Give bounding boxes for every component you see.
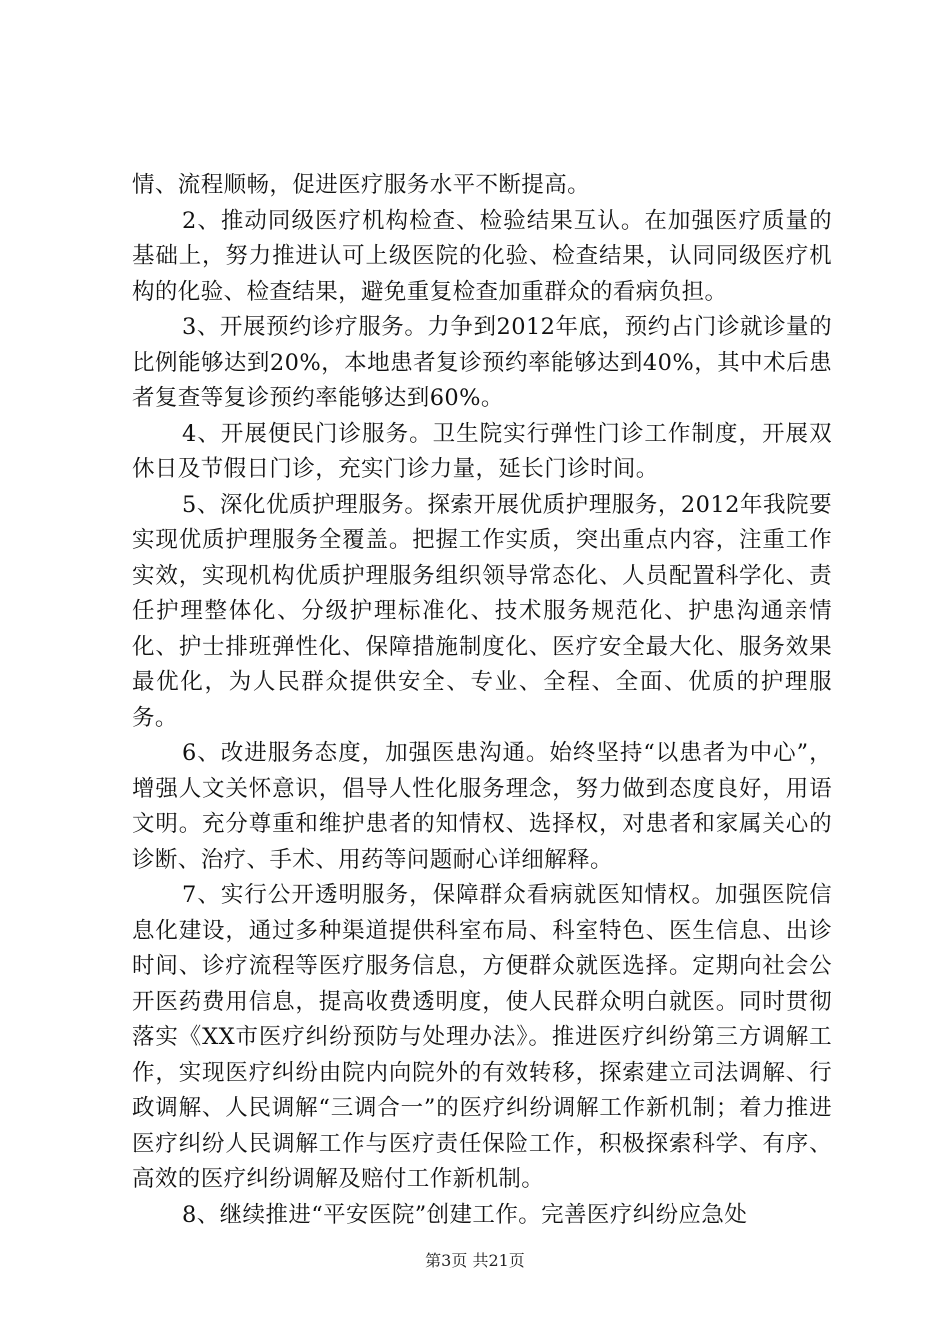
paragraph-item-3: 3、开展预约诊疗服务。力争到2012年底，预约占门诊就诊量的比例能够达到20%，本地患者复诊预约率能够达到40%，其中术后患者复查等复诊预约率能够达到60%。 [132, 314, 832, 411]
document-body [132, 168, 832, 1233]
paragraph-item-2: 2、推动同级医疗机构检查、检验结果互认。在加强医疗质量的基础上，努力推进认可上级医院的化验、检查结果，认同同级医疗机构的化验、检查结果，避免重复检查加重群众的看病负担。 [132, 207, 832, 305]
page-number-footer: 第3页 共21页 [425, 1251, 525, 1270]
paragraph-item-4: 4、开展便民门诊服务。卫生院实行弹性门诊工作制度，开展双休日及节假日门诊，充实门诊力量，延长门诊时间。 [132, 420, 832, 482]
paragraph-item-6: 6、改进服务态度，加强医患沟通。始终坚持“以患者为中心”，增强人文关怀意识，倡导人性化服务理念，努力做到态度良好，用语文明。充分尊重和维护患者的知情权、选择权，对患者和家属关心的诊断、治疗、手术、用药等问题耐心详细解释。 [132, 740, 832, 873]
paragraph-continuation: 情、流程顺畅，促进医疗服务水平不断提高。 [132, 172, 591, 198]
paragraph-item-7: 7、实行公开透明服务，保障群众看病就医知情权。加强医院信息化建设，通过多种渠道提供科室布局、科室特色、医生信息、出诊时间、诊疗流程等医疗服务信息，方便群众就医选择。定期向社会公开医药费用信息，提高收费透明度，使人民群众明白就医。同时贯彻落实《XX市医疗纠纷预防与处理办法》。推进医疗纠纷第三方调解工作，实现医疗纠纷由院内向院外的有效转移，探索建立司法调解、行政调解、人民调解“三调合一”的医疗纠纷调解工作新机制；着力推进医疗纠纷人民调解工作与医疗责任保险工作，积极探索科学、有序、高效的医疗纠纷调解及赔付工作新机制。 [132, 882, 832, 1192]
paragraph-item-8: 8、继续推进“平安医院”创建工作。完善医疗纠纷应急处 [182, 1201, 748, 1228]
paragraph-item-5: 5、深化优质护理服务。探索开展优质护理服务，2012年我院要实现优质护理服务全覆盖。把握工作实质，突出重点内容，注重工作实效，实现机构优质护理服务组织领导常态化、人员配置科学化、责任护理整体化、分级护理标准化、技术服务规范化、护患沟通亲情化、护士排班弹性化、保障措施制度化、医疗安全最大化、服务效果最优化，为人民群众提供安全、专业、全程、全面、优质的护理服务。 [132, 491, 832, 731]
